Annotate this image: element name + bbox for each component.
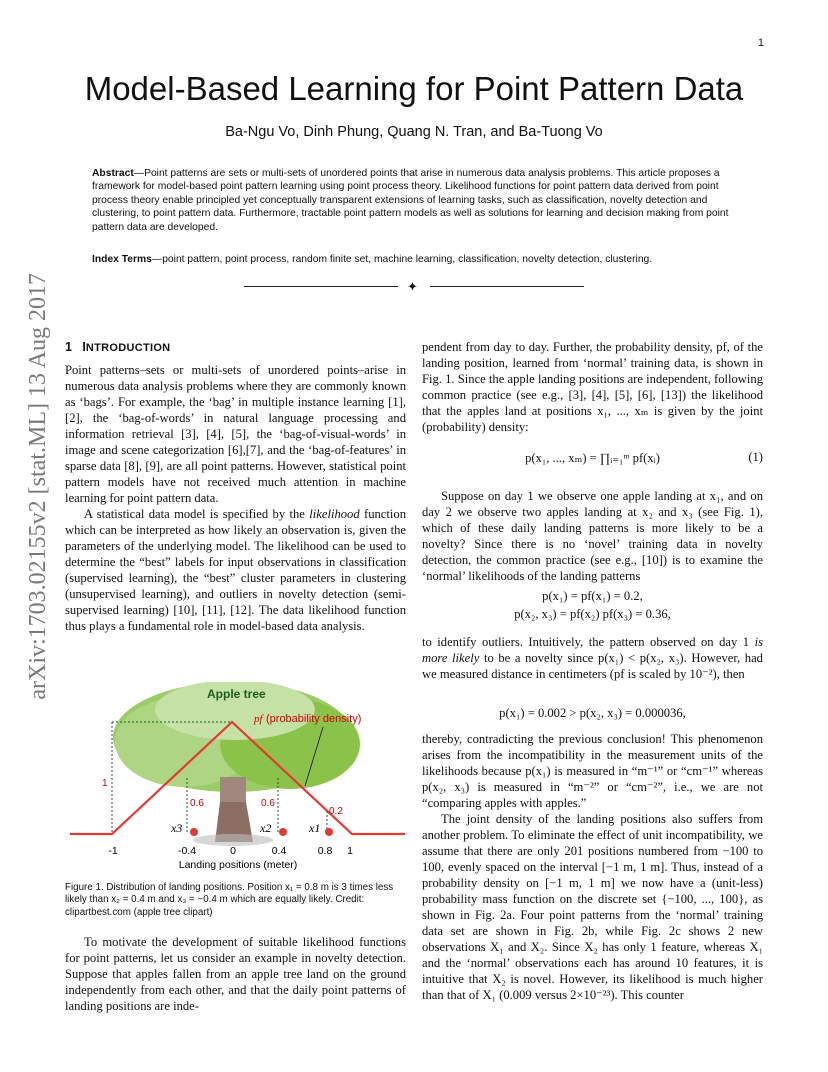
intro-paragraph-2 bbox=[65, 506, 406, 634]
tick-label: 0.4 bbox=[271, 845, 287, 857]
label-x1: x1 bbox=[309, 821, 321, 835]
right-paragraph-2: Suppose on day 1 we observe one apple landing at x₁, and on day 2 we observe two apples landing at x₂ and x₃ (see Fig. 1), which of these daily landing patterns is more likely to be a novelty? Since there is no ‘novel’ training data in novelty detection, the common practice (see e.g., [10]) is to examine the ‘normal’ likelihoods of the landing patterns bbox=[422, 489, 763, 583]
tree-illustration bbox=[113, 682, 360, 846]
equation-3: p(x₁) = 0.002 > p(x₂, x₃) = 0.000036, bbox=[499, 706, 686, 720]
intro-paragraph-1: Point patterns–sets or multi-sets of unordered points–arise in numerous data analysis problems where they are commonly known as ‘bags’. For example, the ‘bag’ in multiple instance learning [1], [2], the ‘bag-of-words’ in natural language processing and information retrieval [3], [4], [5], the ‘bag-of-visual-words’ in image and scene categorization [6],[7], and the ‘bag-of-features’ in sparse data [8], [9], are all point patterns. However, statistical point pattern models have not received much attention in machine learning for point pattern data. bbox=[65, 363, 406, 505]
divider-line-right bbox=[430, 286, 584, 287]
divider-diamond-icon: ✦ bbox=[407, 279, 418, 294]
right-paragraph-5: The joint density of the landing positions also suffers from another problem. To eliminate the effect of unit incompatibility, we assume that there are only 201 positions numbered from −100 to 100, evenly spaced on the interval [−1 m, 1 m]. Thus, instead of a probability density on [−1 m, 1 m] we now have a (unit-less) probability mass function on the discrete set {−100, ..., 100}, as shown in Fig. 2a. Four point patterns from the ‘normal’ training data set are shown in Fig. 2b, while Fig. 2c shows 2 new observations X₁ and X₂. Since X₂ has only 1 feature, whereas X₁ and the ‘normal’ observations each has around 10 features, it is intuitive that X₂ is novel. However, its likelihood is much higher than that of X₁ (0.009 versus 2×10⁻²³). This counter bbox=[422, 812, 763, 1002]
abstract-text: —Point patterns are sets or multi-sets of unordered points that arise in numerous data analysis problems. This article proposes a framework for model-based point pattern learning using point process theory. Likelihood functions for point pattern data derived from point process theory enable principled yet conceptually transparent extensions of learning tasks, such as classification, novelty detection and clustering, to point pattern data. Furthermore, tractable point pattern models as well as solutions for learning and decision making from point pattern data are developed. bbox=[92, 168, 729, 233]
equation-1 bbox=[422, 450, 763, 466]
right-paragraph-3 bbox=[422, 634, 763, 682]
density-label: (probability density) bbox=[266, 713, 362, 725]
section-number: 1 bbox=[65, 340, 72, 354]
apple-x3 bbox=[190, 828, 198, 836]
tick-label: -1 bbox=[108, 845, 118, 857]
paper-authors: Ba-Ngu Vo, Dinh Phung, Quang N. Tran, and Ba-Tuong Vo bbox=[225, 124, 603, 140]
right-p3-emph: is more likely bbox=[422, 635, 763, 665]
abstract bbox=[92, 167, 740, 234]
left-column-top bbox=[65, 339, 406, 634]
x-axis-label: Landing positions (meter) bbox=[178, 859, 298, 871]
intro-p2-start: A statistical data model is specified by the bbox=[84, 507, 310, 521]
label-x3: x3 bbox=[171, 821, 183, 835]
equation-1-number: (1) bbox=[748, 450, 763, 464]
index-terms bbox=[92, 254, 740, 265]
equation-2b: p(x₂, x₃) = pf(x₂) pf(x₃) = 0.36, bbox=[514, 607, 671, 621]
section-initial: I bbox=[82, 340, 86, 354]
index-terms-label: Index Terms bbox=[92, 254, 152, 265]
right-para-4 bbox=[422, 731, 763, 1003]
arxiv-side-label bbox=[23, 273, 53, 773]
figure-1-caption: Figure 1. Distribution of landing positions. Position x₁ = 0.8 m is 3 times less likely than x₂ = 0.4 m and x₃ = −0.4 m which are equally likely. Credit: clipartbest.com (apple tree clipart) bbox=[65, 882, 394, 918]
value-x2: 0.6 bbox=[261, 798, 275, 809]
section-heading bbox=[65, 339, 406, 356]
tree-label: Apple tree bbox=[207, 687, 266, 701]
right-p3-start: to identify outliers. Intuitively, the pattern observed on day 1 bbox=[422, 635, 755, 649]
height-value: 1 bbox=[102, 778, 108, 789]
intro-p2-rest: function which can be interpreted as how likely an observation is, given the parameters of the underlying model. The likelihood can be used to determine the “best” labels for input observations in classification (supervised learning), the “best” cluster parameters in clustering (unsupervised learning), and outliers in novelty detection (semi-supervised learning) [10], [11], [12]. The data likelihood function thus plays a fundamental role in model-based data analysis. bbox=[65, 507, 406, 633]
intro-p2-likelihood: likelihood bbox=[309, 507, 360, 521]
equation-2a: p(x₁) = pf(x₁) = 0.2, bbox=[542, 589, 643, 603]
right-p3-rest: to be a novelty since p(x₁) < p(x₂, x₃). However, had we measured distance in centimeters (pf is scaled by 10⁻²), then bbox=[422, 651, 763, 681]
apple-x2 bbox=[279, 828, 287, 836]
density-symbol: pf bbox=[254, 713, 263, 725]
page-number: 1 bbox=[757, 37, 764, 49]
divider-line-left bbox=[244, 286, 398, 287]
tick-label: 0 bbox=[230, 845, 236, 857]
paper-title: Model-Based Learning for Point Pattern Data bbox=[84, 70, 744, 107]
right-para-2 bbox=[422, 488, 763, 584]
left-column-bottom bbox=[65, 934, 406, 1014]
abstract-label: Abstract bbox=[92, 168, 134, 179]
right-paragraph-4: thereby, contradicting the previous conclusion! This phenomenon arises from the incompatibility in the measurement units of the likelihoods because p(x₁) is measured in “m⁻¹” or “cm⁻¹” whereas p(x₂, x₃) is measured in “m⁻²” or “cm⁻²”, i.e., we are not “comparing apples with apples.” bbox=[422, 732, 763, 810]
figure-1-apple-tree bbox=[65, 682, 410, 872]
right-para-1 bbox=[422, 339, 763, 435]
right-paragraph-1: pendent from day to day. Further, the probability density, pf, of the landing position, learned from ‘normal’ training data, is shown in Fig. 1. Since the apple landing positions are independent, following common practice (see e.g., [3], [4], [5], [6], [13]) the likelihood that the apples land at positions x₁, ..., xₘ is given by the joint (probability) density: bbox=[422, 340, 763, 434]
value-x3: 0.6 bbox=[190, 798, 204, 809]
tick-label: -0.4 bbox=[177, 845, 197, 857]
intro-paragraph-3: To motivate the development of suitable likelihood functions for point patterns, let us consider an example in novelty detection. Suppose that apples fallen from an apple tree land on the ground independently from each other, and that the daily point patterns of landing positions are inde- bbox=[65, 935, 406, 1013]
value-x1: 0.2 bbox=[329, 806, 343, 817]
index-terms-text: —point pattern, point process, random finite set, machine learning, classification, novelty detection, clustering. bbox=[151, 254, 653, 265]
tick-label: 0.8 bbox=[317, 845, 333, 857]
section-divider bbox=[244, 279, 584, 294]
right-para-3 bbox=[422, 634, 763, 682]
tick-label: 1 bbox=[347, 845, 353, 857]
section-title-rest: NTRODUCTION bbox=[85, 342, 171, 354]
arxiv-identifier[interactable]: arXiv:1703.02155v2 [stat.ML] 13 Aug 2017 bbox=[25, 273, 51, 700]
apple-x1 bbox=[325, 828, 333, 836]
equation-1-body: p(x₁, ..., xₘ) = ∏ᵢ₌₁ᵐ pf(xᵢ) bbox=[525, 451, 660, 465]
label-x2: x2 bbox=[260, 821, 272, 835]
